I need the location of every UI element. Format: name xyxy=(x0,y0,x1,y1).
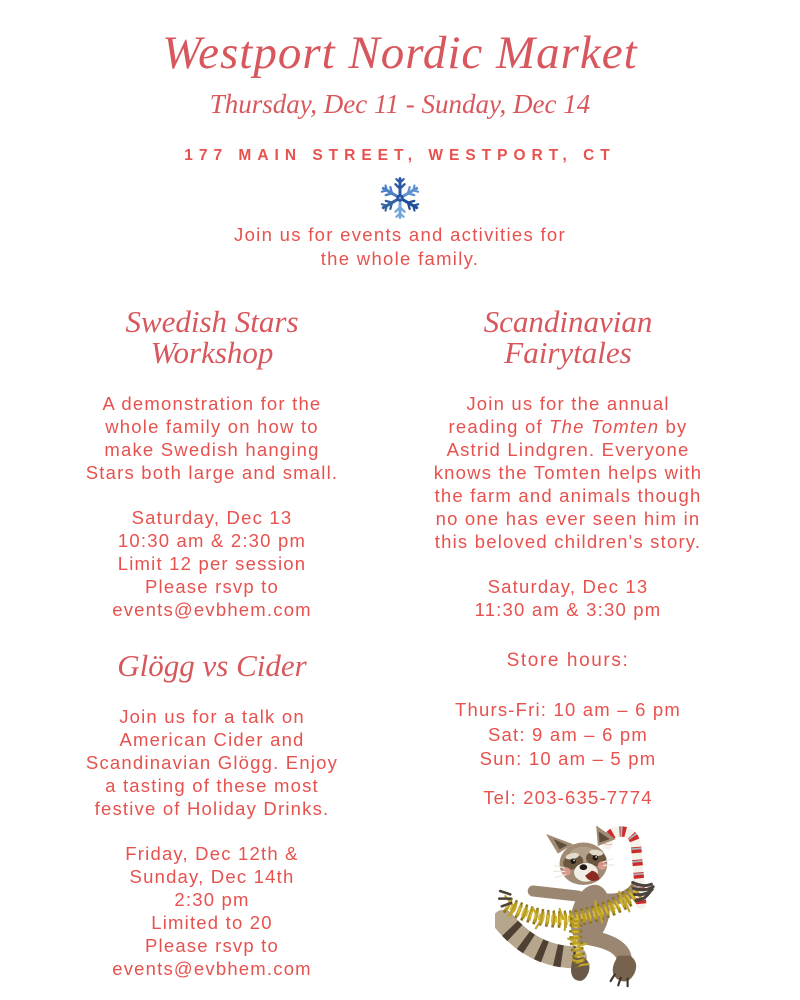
section-description: A demonstration for the whole family on how to make Swedish hanging Stars both large and small. xyxy=(85,393,339,483)
event-time: 2:30 pm xyxy=(174,889,250,910)
store-hours-list xyxy=(402,698,734,772)
event-date: Friday, Dec 12th & xyxy=(125,843,299,864)
event-date: Sunday, Dec 14th xyxy=(129,866,295,887)
book-title: The Tomten xyxy=(549,416,660,437)
event-times: 10:30 am & 2:30 pm xyxy=(117,530,307,551)
raccoon-candy-cane-illustration xyxy=(414,820,746,1000)
rsvp-note: Please rsvp to xyxy=(144,576,280,597)
section-details xyxy=(400,575,736,621)
intro-line-2: the whole family. xyxy=(320,247,480,269)
section-heading: Swedish Stars Workshop xyxy=(125,304,299,370)
section-glogg-vs-cider xyxy=(38,650,386,980)
section-swedish-stars-workshop xyxy=(38,306,386,621)
snowflake-icon xyxy=(0,175,800,226)
section-details xyxy=(38,842,386,980)
section-heading: Scandinavian Fairytales xyxy=(483,304,653,370)
section-description: Join us for the annual reading of The Tomten by Astrid Lindgren. Everyone knows the Tomten helps with the farm and animals though no one has ever seen him in this beloved children's story. xyxy=(433,393,703,552)
hours-thurs-fri: Thurs-Fri: 10 am – 6 pm xyxy=(454,699,681,720)
store-hours-heading: Store hours: xyxy=(506,650,630,671)
event-times: 11:30 am & 3:30 pm xyxy=(474,599,662,620)
event-date: Saturday, Dec 13 xyxy=(131,507,293,528)
page-title: Westport Nordic Market xyxy=(162,27,638,79)
event-limit: Limited to 20 xyxy=(151,912,273,933)
hours-sun: Sun: 10 am – 5 pm xyxy=(479,748,657,769)
event-address: 177 MAIN STREET, WESTPORT, CT xyxy=(184,147,616,164)
section-scandinavian-fairytales xyxy=(400,306,736,621)
hours-sat: Sat: 9 am – 6 pm xyxy=(487,723,649,745)
section-store-hours xyxy=(402,650,734,1000)
phone-number: Tel: 203-635-7774 xyxy=(483,786,653,808)
rsvp-email: events@evbhem.com xyxy=(112,958,312,979)
rsvp-note: Please rsvp to xyxy=(144,935,280,956)
section-description: Join us for a talk on American Cider and Scandinavian Glögg. Enjoy a tasting of these most festive of Holiday Drinks. xyxy=(85,706,339,819)
event-date: Saturday, Dec 13 xyxy=(487,576,649,597)
event-date-range: Thursday, Dec 11 - Sunday, Dec 14 xyxy=(209,89,591,119)
event-limit: Limit 12 per session xyxy=(117,553,307,574)
intro-line-1: Join us for events and activities for xyxy=(234,224,566,245)
section-details xyxy=(38,506,386,621)
section-heading: Glögg vs Cider xyxy=(117,648,307,683)
intro-text xyxy=(0,223,800,270)
rsvp-email: events@evbhem.com xyxy=(112,599,312,620)
